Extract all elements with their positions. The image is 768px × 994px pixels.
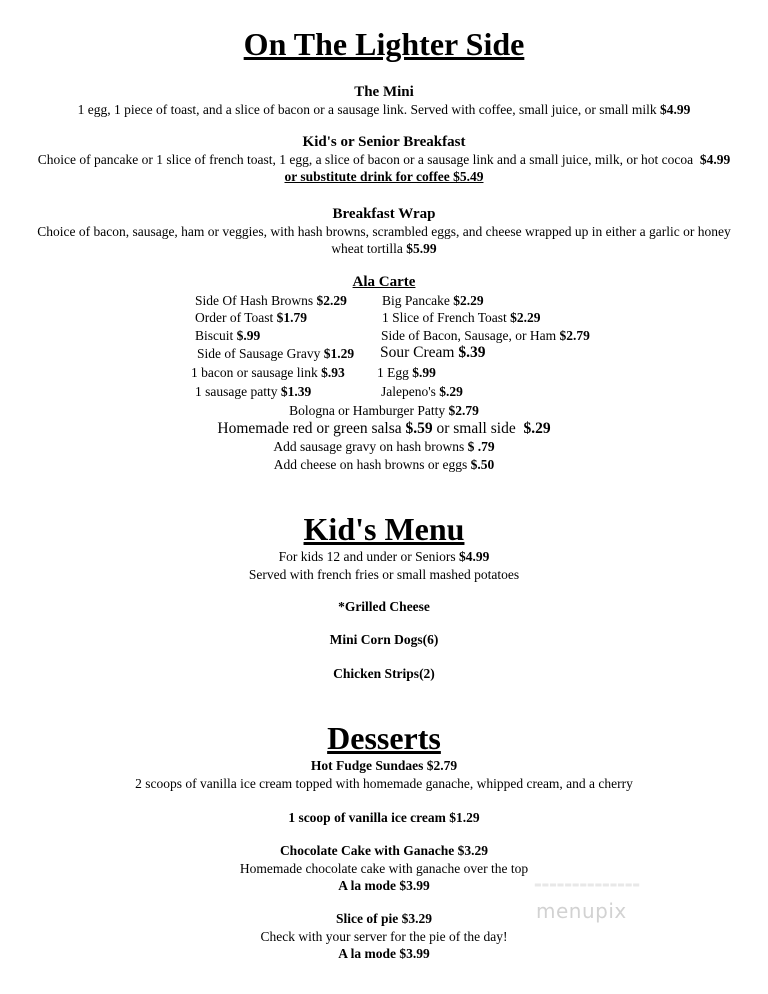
watermark-logo: menupix bbox=[536, 899, 627, 923]
item-price-breakfast-wrap: $5.99 bbox=[406, 241, 437, 256]
ala-carte-item: 1 sausage patty $1.39 bbox=[195, 384, 312, 399]
ala-carte-item: 1 bacon or sausage link $.93 bbox=[191, 365, 345, 380]
kids-item: *Grilled Cheese bbox=[338, 599, 430, 614]
item-substitute-coffee: or substitute drink for coffee $5.49 bbox=[284, 169, 484, 184]
item-price-the-mini: $4.99 bbox=[659, 102, 691, 117]
dessert-desc-pie: Check with your server for the pie of the day! bbox=[260, 929, 508, 944]
section-title-lighter-side: On The Lighter Side bbox=[243, 26, 525, 62]
dessert-name-cake: Chocolate Cake with Ganache $3.29 bbox=[279, 843, 489, 858]
section-title-kids-menu: Kid's Menu bbox=[303, 511, 465, 547]
ala-carte-item: Order of Toast $1.79 bbox=[195, 310, 308, 325]
item-desc-breakfast-wrap-2: wheat tortilla $5.99 bbox=[331, 241, 437, 256]
ala-carte-item: Side Of Hash Browns $2.29 bbox=[195, 293, 347, 308]
item-desc-the-mini: 1 egg, 1 piece of toast, and a slice of bacon or a sausage link. Served with coffee, small juice, or small milk $4.99 bbox=[77, 102, 691, 117]
dessert-mode-pie: A la mode $3.99 bbox=[338, 946, 430, 961]
watermark-stripe: ▬▬▬▬▬▬▬▬▬▬▬▬▬▬ bbox=[534, 880, 640, 889]
ala-carte-salsa: Homemade red or green salsa $.59 or small side $.29 bbox=[217, 420, 551, 437]
item-price-kids-senior-breakfast: $4.99 bbox=[699, 152, 731, 167]
item-name-breakfast-wrap: Breakfast Wrap bbox=[332, 206, 436, 222]
ala-carte-item: Big Pancake $2.29 bbox=[382, 293, 484, 308]
ala-carte-item: 1 Slice of French Toast $2.29 bbox=[382, 310, 541, 325]
kids-menu-price: $4.99 bbox=[458, 549, 490, 564]
ala-carte-cheese: Add cheese on hash browns or eggs $.50 bbox=[273, 457, 495, 472]
ala-carte-heading: Ala Carte bbox=[352, 274, 416, 290]
dessert-name-pie: Slice of pie $3.29 bbox=[336, 911, 432, 926]
item-name-kids-senior-breakfast: Kid's or Senior Breakfast bbox=[302, 134, 466, 150]
section-title-desserts: Desserts bbox=[327, 720, 441, 756]
ala-carte-item: Bologna or Hamburger Patty $2.79 bbox=[289, 403, 479, 418]
item-desc-breakfast-wrap: Choice of bacon, sausage, ham or veggies, with hash browns, scrambled eggs, and cheese wrapped up in either a garlic or honey bbox=[37, 224, 731, 239]
dessert-mode-cake: A la mode $3.99 bbox=[338, 878, 430, 893]
ala-carte-item: Biscuit $.99 bbox=[195, 328, 261, 343]
item-name-the-mini: The Mini bbox=[354, 84, 414, 100]
kids-menu-info: For kids 12 and under or Seniors $4.99 bbox=[278, 549, 490, 564]
ala-carte-item: 1 Egg $.99 bbox=[377, 365, 436, 380]
ala-carte-gravy: Add sausage gravy on hash browns $ .79 bbox=[273, 439, 495, 454]
ala-carte-item: Jalepeno's $.29 bbox=[381, 384, 463, 399]
ala-carte-item: Side of Bacon, Sausage, or Ham $2.79 bbox=[381, 328, 590, 343]
ala-carte-item: Side of Sausage Gravy $1.29 bbox=[197, 346, 355, 361]
item-desc-kids-senior-breakfast: Choice of pancake or 1 slice of french toast, 1 egg, a slice of bacon or a sausage link and a small juice, milk, or hot cocoa $4.99 bbox=[37, 152, 731, 167]
kids-item: Chicken Strips(2) bbox=[333, 666, 435, 681]
dessert-name-sundae: Hot Fudge Sundaes $2.79 bbox=[310, 758, 458, 773]
dessert-desc-sundae: 2 scoops of vanilla ice cream topped with homemade ganache, whipped cream, and a cherry bbox=[135, 776, 633, 791]
ala-carte-item: Sour Cream $.39 bbox=[380, 344, 486, 361]
kids-item: Mini Corn Dogs(6) bbox=[329, 632, 439, 647]
kids-menu-sides: Served with french fries or small mashed potatoes bbox=[248, 567, 520, 582]
dessert-desc-cake: Homemade chocolate cake with ganache over the top bbox=[239, 861, 529, 876]
dessert-name-scoop: 1 scoop of vanilla ice cream $1.29 bbox=[288, 810, 480, 825]
